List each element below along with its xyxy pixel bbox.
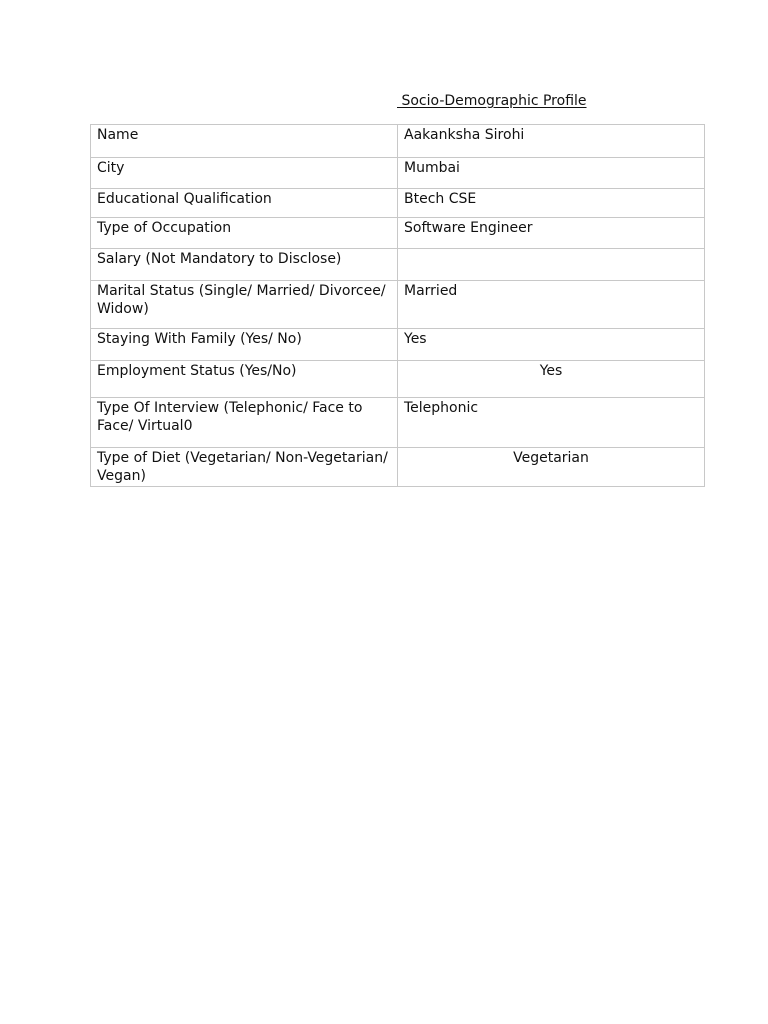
table-row (91, 158, 705, 189)
row-label: Marital Status (Single/ Married/ Divorcee/ Widow) (91, 281, 398, 329)
profile-table (90, 124, 705, 487)
table-row (91, 361, 705, 398)
row-value: Vegetarian (398, 448, 705, 487)
row-value: Married (398, 281, 705, 329)
table-row (91, 448, 705, 487)
row-label: Employment Status (Yes/No) (91, 361, 398, 398)
row-value: Btech CSE (398, 189, 705, 218)
page-title: Socio-Demographic Profile (397, 93, 587, 109)
row-label: Educational Qualification (91, 189, 398, 218)
table-row (91, 125, 705, 158)
row-value: Aakanksha Sirohi (398, 125, 705, 158)
table-row (91, 329, 705, 361)
row-label: Salary (Not Mandatory to Disclose) (91, 249, 398, 281)
row-value: Yes (398, 361, 705, 398)
row-label: Type Of Interview (Telephonic/ Face to Face/ Virtual0 (91, 398, 398, 448)
row-value: Telephonic (398, 398, 705, 448)
row-value: Mumbai (398, 158, 705, 189)
table-row (91, 249, 705, 281)
row-label: Type of Occupation (91, 218, 398, 249)
row-label: City (91, 158, 398, 189)
row-label: Name (91, 125, 398, 158)
row-value: Yes (398, 329, 705, 361)
table-row (91, 218, 705, 249)
row-value: Software Engineer (398, 218, 705, 249)
row-label: Type of Diet (Vegetarian/ Non-Vegetarian/ Vegan) (91, 448, 398, 487)
row-label: Staying With Family (Yes/ No) (91, 329, 398, 361)
table-row (91, 398, 705, 448)
table-row (91, 281, 705, 329)
row-value (398, 249, 705, 281)
table-row (91, 189, 705, 218)
